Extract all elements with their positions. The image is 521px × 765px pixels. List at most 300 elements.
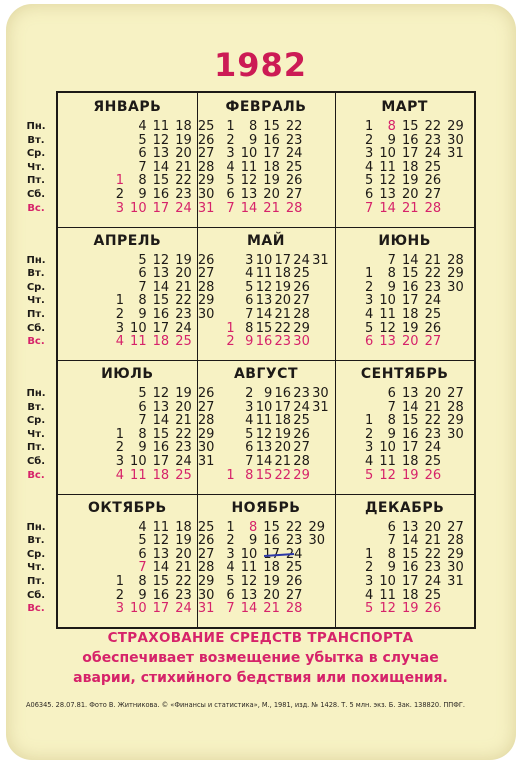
day-number: 15	[152, 293, 170, 309]
weekday-label: Вс.	[27, 603, 45, 615]
week-row	[27, 601, 215, 617]
day-number: 28	[197, 413, 215, 429]
day-number: 6	[365, 334, 374, 350]
month-block	[335, 360, 474, 493]
weekday-label: Вс.	[27, 202, 45, 214]
day-number: 5	[245, 426, 254, 442]
week-row	[27, 533, 215, 549]
day-number: 18	[175, 119, 192, 134]
day-number: 22	[424, 546, 442, 562]
day-number: 19	[401, 173, 419, 189]
month-name: ФЕВРАЛЬ	[225, 99, 307, 115]
day-number: 2	[115, 306, 124, 322]
day-number: 2	[365, 279, 374, 295]
week-row	[197, 602, 336, 615]
day-number: 19	[263, 173, 280, 189]
weekday-label: Вт.	[27, 134, 45, 146]
week-row	[335, 469, 474, 482]
day-number: 9	[248, 533, 258, 549]
day-number: 25	[197, 119, 215, 134]
day-number: 2	[115, 187, 124, 202]
weekday-label: Сб.	[26, 456, 46, 467]
day-number: 6	[387, 519, 396, 535]
day-number: 21	[263, 601, 280, 617]
day-number: 18	[274, 413, 292, 429]
day-number: 29	[293, 467, 310, 483]
weekday-label: Пт.	[27, 308, 45, 320]
week-row	[197, 308, 336, 321]
day-number: 28	[447, 252, 464, 268]
day-number: 3	[365, 293, 374, 309]
day-number: 17	[152, 454, 170, 469]
day-number: 18	[401, 454, 419, 469]
week-row	[335, 322, 474, 335]
day-number: 18	[401, 306, 419, 322]
day-number: 4	[365, 587, 374, 603]
week-row	[335, 188, 474, 201]
day-number: 7	[387, 533, 396, 549]
day-number: 15	[152, 426, 170, 442]
day-number: 20	[274, 293, 292, 309]
day-number: 19	[263, 573, 280, 589]
day-number: 21	[424, 399, 442, 415]
day-number: 30	[447, 279, 464, 295]
week-row	[197, 414, 336, 427]
day-number: 30	[293, 334, 310, 350]
day-number: 23	[175, 440, 192, 456]
day-number: 12	[379, 467, 396, 483]
day-number: 4	[115, 467, 124, 483]
day-number: 20	[175, 266, 192, 282]
day-number: 2	[115, 587, 124, 603]
day-number: 28	[447, 533, 464, 549]
day-number: 1	[226, 119, 235, 134]
day-number: 17	[152, 320, 170, 336]
insurance-text-line-3: аварии, стихийного бедствия или похищения.	[73, 670, 448, 686]
month-name: СЕНТЯБРЬ	[360, 366, 449, 382]
day-number: 21	[424, 533, 442, 549]
month-block	[26, 93, 215, 226]
week-row	[197, 161, 336, 174]
day-number: 15	[401, 266, 419, 282]
day-number: 25	[424, 587, 442, 603]
week-row	[197, 267, 336, 280]
day-number: 9	[138, 440, 147, 456]
week-row	[335, 308, 474, 321]
day-number: 11	[130, 467, 147, 483]
day-number: 9	[245, 334, 254, 350]
week-row	[335, 267, 474, 280]
day-number: 25	[285, 159, 303, 175]
day-number: 12	[379, 601, 396, 617]
day-number: 16	[255, 334, 273, 350]
day-number: 15	[152, 173, 170, 189]
week-row	[335, 134, 474, 147]
day-number: 18	[263, 560, 280, 576]
day-number: 1	[115, 173, 124, 189]
day-number: 8	[248, 519, 258, 535]
day-number: 4	[245, 266, 254, 282]
day-number: 31	[447, 146, 464, 162]
day-number: 4	[365, 306, 374, 322]
day-number: 12	[152, 132, 170, 148]
day-number: 20	[175, 546, 192, 562]
day-number: 11	[255, 266, 273, 282]
day-number: 10	[130, 320, 147, 336]
day-number: 6	[226, 587, 235, 603]
week-row	[335, 589, 474, 602]
day-number: 26	[197, 533, 215, 549]
day-number: 12	[255, 279, 273, 295]
day-number: 27	[285, 587, 303, 603]
week-row	[197, 455, 336, 468]
week-row	[27, 159, 215, 175]
week-row	[27, 132, 215, 148]
month-block	[197, 227, 336, 360]
week-row	[197, 188, 336, 201]
day-number: 21	[263, 200, 280, 216]
day-number: 26	[285, 573, 303, 589]
week-row	[27, 266, 215, 282]
month-name: МАЙ	[246, 232, 285, 249]
day-number: 15	[255, 467, 273, 483]
day-number: 1	[365, 266, 374, 282]
day-number: 15	[152, 573, 170, 589]
day-number: 20	[263, 587, 280, 603]
day-number: 31	[197, 454, 215, 469]
weekday-label: Чт.	[27, 428, 45, 440]
day-number: 22	[175, 426, 192, 442]
day-number: 24	[285, 146, 303, 162]
day-number: 12	[255, 426, 273, 442]
day-number: 9	[138, 187, 147, 202]
week-row	[335, 254, 474, 267]
week-row	[26, 519, 215, 535]
day-number: 19	[175, 386, 192, 401]
week-row	[26, 454, 215, 469]
day-number: 2	[365, 560, 374, 576]
day-number: 25	[424, 306, 442, 322]
day-number: 24	[424, 293, 442, 309]
day-number: 23	[285, 132, 303, 148]
day-number: 6	[138, 266, 147, 282]
month-block	[197, 360, 336, 493]
week-row	[335, 548, 474, 561]
day-number: 23	[424, 560, 442, 576]
day-number: 10	[240, 546, 258, 562]
day-number: 16	[263, 132, 280, 148]
day-number: 21	[274, 306, 292, 322]
day-number: 10	[255, 399, 273, 415]
day-number: 28	[197, 159, 215, 175]
day-number: 13	[152, 546, 170, 562]
day-number: 11	[255, 413, 273, 429]
month-block	[26, 494, 215, 627]
day-number: 10	[255, 252, 273, 268]
day-number: 24	[175, 320, 192, 336]
day-number: 12	[152, 533, 170, 549]
weekday-label: Пн.	[26, 388, 46, 399]
day-number: 30	[308, 533, 326, 549]
day-number: 25	[293, 266, 310, 282]
day-number: 9	[387, 132, 396, 148]
day-number: 11	[152, 519, 170, 535]
week-row	[197, 120, 336, 133]
day-number: 7	[226, 200, 235, 216]
week-row	[26, 187, 215, 202]
day-number: 27	[293, 293, 310, 309]
day-number: 10	[130, 454, 147, 469]
day-number: 4	[226, 560, 235, 576]
day-number: 4	[226, 159, 235, 175]
week-row	[197, 387, 336, 400]
week-row	[197, 521, 336, 534]
day-number: 11	[152, 119, 170, 134]
day-number: 9	[387, 426, 396, 442]
week-row	[335, 202, 474, 215]
day-number: 12	[240, 173, 258, 189]
day-number: 6	[245, 293, 254, 309]
day-number: 1	[226, 519, 235, 535]
day-number: 10	[379, 440, 396, 456]
day-number: 19	[274, 279, 292, 295]
day-number: 24	[293, 252, 310, 268]
day-number: 28	[293, 454, 310, 469]
day-number: 30	[197, 187, 215, 202]
day-number: 28	[197, 279, 215, 295]
day-number: 17	[401, 146, 419, 162]
week-row	[335, 387, 474, 400]
day-number: 11	[130, 334, 147, 350]
month-name: МАРТ	[381, 99, 428, 115]
day-number: 25	[424, 454, 442, 469]
day-number: 21	[175, 413, 192, 429]
insurance-text-line-2: обеспечивает возмещение убытка в случае	[82, 650, 439, 666]
day-number: 13	[152, 399, 170, 415]
day-number: 29	[447, 119, 464, 134]
week-row	[197, 589, 336, 602]
day-number: 13	[240, 587, 258, 603]
day-number: 5	[365, 601, 374, 617]
week-row	[335, 521, 474, 534]
day-number: 14	[152, 279, 170, 295]
day-number: 16	[152, 587, 170, 603]
day-number: 2	[226, 533, 235, 549]
week-row	[197, 174, 336, 187]
day-number: 26	[424, 320, 442, 336]
day-number: 7	[138, 560, 147, 576]
day-number: 14	[240, 200, 258, 216]
week-row	[335, 441, 474, 454]
day-number: 29	[293, 320, 310, 336]
week-row	[335, 602, 474, 615]
month-block	[335, 227, 474, 360]
day-number: 3	[365, 440, 374, 456]
month-name: ДЕКАБРЬ	[364, 499, 445, 516]
day-number: 20	[175, 146, 192, 162]
day-number: 2	[365, 132, 374, 148]
day-number: 15	[401, 119, 419, 134]
day-number: 14	[152, 413, 170, 429]
day-number: 10	[240, 146, 258, 162]
day-number: 27	[424, 334, 442, 350]
day-number: 27	[285, 187, 303, 202]
weekday-label: Пн.	[26, 254, 46, 266]
week-row	[197, 202, 336, 215]
day-number: 8	[245, 467, 254, 483]
day-number: 6	[226, 187, 235, 202]
day-number: 5	[365, 320, 374, 336]
day-number: 6	[138, 546, 147, 562]
week-row	[27, 426, 215, 442]
day-number: 4	[138, 519, 147, 535]
month-block	[26, 360, 215, 493]
day-number: 15	[263, 519, 280, 535]
day-number: 19	[401, 320, 419, 336]
day-number: 31	[312, 252, 329, 268]
weekday-label: Ср.	[26, 148, 46, 160]
month-name: ИЮЛЬ	[101, 366, 154, 382]
day-number: 3	[115, 320, 124, 336]
day-number: 28	[447, 399, 464, 415]
day-number: 22	[424, 266, 442, 282]
month-name: АВГУСТ	[233, 366, 298, 382]
day-number: 7	[387, 399, 396, 415]
week-row	[335, 161, 474, 174]
day-number: 1	[365, 546, 374, 562]
day-number: 27	[447, 519, 464, 535]
print-imprint: А06345. 28.07.81. Фото В. Житникова. © «Финансы и статистика», М., 1981, изд. № 1428. Т. 5 млн. экз. Б. Зак. 138820. ППФГ.	[26, 701, 466, 709]
day-number: 22	[175, 573, 192, 589]
weekday-label: Вт.	[27, 535, 45, 547]
day-number: 25	[293, 413, 310, 429]
week-row	[197, 335, 336, 348]
month-block	[197, 93, 336, 226]
day-number: 5	[138, 132, 147, 148]
day-number: 24	[293, 399, 310, 415]
weekday-label: Вт.	[27, 268, 45, 280]
weekday-label: Чт.	[27, 562, 45, 574]
day-number: 11	[240, 159, 258, 175]
day-number: 29	[447, 546, 464, 562]
day-number: 1	[226, 467, 235, 483]
day-number: 27	[197, 546, 215, 562]
day-number: 30	[197, 440, 215, 456]
day-number: 25	[175, 334, 192, 350]
day-number: 7	[387, 252, 396, 268]
day-number: 23	[274, 334, 292, 350]
weekday-label: Пн.	[26, 121, 46, 132]
week-row	[26, 320, 197, 336]
month-block	[26, 227, 215, 360]
day-number: 18	[274, 266, 292, 282]
day-number: 13	[152, 266, 170, 282]
day-number: 2	[226, 132, 235, 148]
day-number: 21	[175, 560, 192, 576]
day-number: 13	[401, 519, 419, 535]
day-number: 23	[175, 187, 192, 202]
day-number: 13	[240, 187, 258, 202]
month-name: ЯНВАРЬ	[93, 99, 162, 115]
day-number: 28	[285, 200, 303, 216]
day-number: 16	[401, 132, 419, 148]
weekday-label: Сб.	[26, 189, 46, 200]
day-number: 16	[263, 533, 280, 549]
day-number: 13	[379, 187, 396, 202]
day-number: 13	[379, 334, 396, 350]
day-number: 18	[152, 334, 170, 350]
week-row	[26, 413, 215, 429]
day-number: 27	[293, 440, 310, 456]
day-number: 14	[401, 399, 419, 415]
day-number: 17	[152, 200, 170, 216]
day-number: 29	[308, 519, 326, 535]
week-row	[197, 428, 336, 441]
day-number: 19	[175, 533, 192, 549]
weekday-label: Пт.	[27, 175, 45, 187]
day-number: 31	[197, 601, 215, 617]
week-row	[335, 174, 474, 187]
day-number: 8	[248, 119, 258, 134]
day-number: 5	[138, 252, 147, 268]
week-row	[27, 293, 215, 309]
day-number: 31	[197, 200, 215, 216]
day-number: 26	[424, 601, 442, 617]
day-number: 22	[285, 119, 303, 134]
day-number: 8	[245, 320, 254, 336]
day-number: 7	[245, 454, 254, 469]
day-number: 17	[401, 440, 419, 456]
week-row	[27, 200, 215, 216]
day-number: 23	[175, 306, 192, 322]
day-number: 5	[365, 467, 374, 483]
day-number: 26	[197, 252, 215, 268]
day-number: 8	[387, 119, 396, 134]
day-number: 8	[387, 413, 396, 429]
day-number: 10	[379, 293, 396, 309]
day-number: 5	[226, 573, 235, 589]
weekday-label: Пн.	[26, 521, 46, 533]
week-row	[197, 561, 336, 574]
day-number: 16	[152, 187, 170, 202]
day-number: 7	[365, 200, 374, 216]
day-number: 14	[379, 200, 396, 216]
month-block	[335, 494, 474, 627]
day-number: 11	[240, 560, 258, 576]
day-number: 22	[285, 519, 303, 535]
week-row	[26, 279, 215, 295]
day-number: 24	[175, 454, 192, 469]
week-row	[335, 455, 474, 468]
day-number: 1	[226, 320, 235, 336]
day-number: 25	[197, 519, 215, 535]
day-number: 15	[401, 413, 419, 429]
day-number: 12	[379, 173, 396, 189]
day-number: 24	[175, 200, 192, 216]
weekday-label: Чт.	[27, 295, 45, 307]
day-number: 3	[115, 601, 124, 617]
day-number: 16	[152, 306, 170, 322]
day-number: 6	[138, 146, 147, 162]
day-number: 26	[293, 279, 310, 295]
day-number: 30	[197, 587, 215, 603]
day-number: 3	[365, 146, 374, 162]
week-row	[27, 173, 215, 189]
day-number: 15	[263, 119, 280, 134]
week-row	[197, 294, 336, 307]
day-number: 21	[401, 200, 419, 216]
week-row	[335, 428, 474, 441]
